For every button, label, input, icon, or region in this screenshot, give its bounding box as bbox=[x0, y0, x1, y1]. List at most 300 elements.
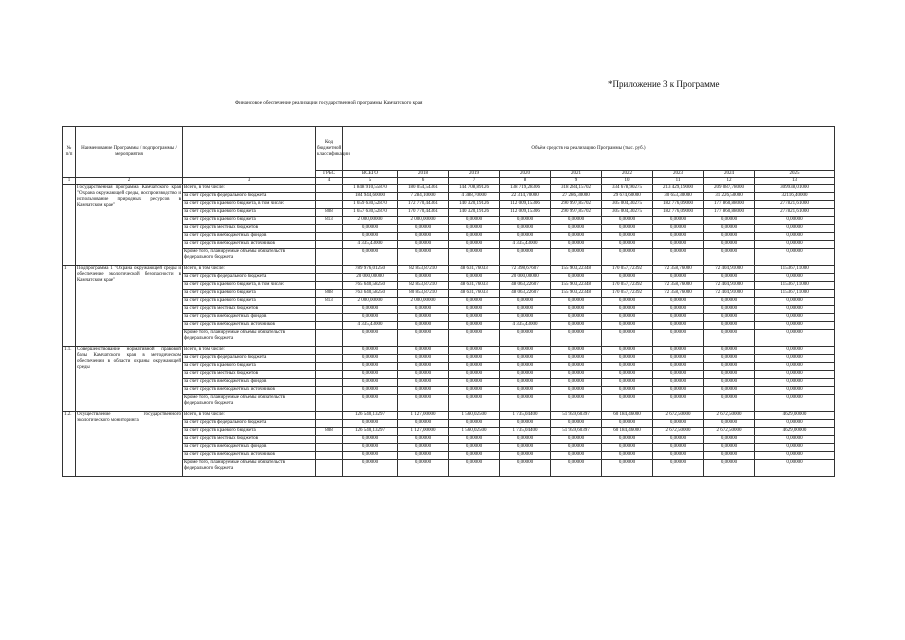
year-value: 0,00000 bbox=[653, 347, 704, 355]
year-value: 0,00000 bbox=[704, 241, 755, 249]
year-value: 0,00000 bbox=[551, 420, 602, 428]
year-value: 0,00000 bbox=[551, 444, 602, 452]
year-value: 0,00000 bbox=[449, 330, 500, 347]
year-value: 0,00000 bbox=[449, 363, 500, 371]
year-value: 0,00000 bbox=[398, 249, 449, 266]
grbs-code bbox=[316, 282, 343, 290]
funding-source: Всего, в том числе: bbox=[183, 266, 316, 274]
appendix-label: *Приложение 3 к Программе bbox=[608, 79, 720, 89]
year-value: 0,00000 bbox=[704, 347, 755, 355]
total-value: 2 000,00000 bbox=[343, 217, 398, 225]
year-value: 334 678,90275 bbox=[602, 185, 653, 193]
year-value: 0,00000 bbox=[704, 395, 755, 412]
funding-source: Кроме того, планируемые объемы обязательств федерального бюджета bbox=[183, 460, 316, 477]
year-value: 0,00000 bbox=[602, 249, 653, 266]
grbs-code bbox=[316, 363, 343, 371]
year-value: 155 903,22348 bbox=[551, 266, 602, 274]
year-value: 1 735,04400 bbox=[500, 428, 551, 436]
year-value: 0,00000 bbox=[602, 387, 653, 395]
year-value: 0,00000 bbox=[500, 355, 551, 363]
year-value: 51 959,60397 bbox=[551, 428, 602, 436]
year-value: 0,00000 bbox=[500, 233, 551, 241]
year-value: 0,00000 bbox=[551, 249, 602, 266]
total-value: 0,00000 bbox=[343, 452, 398, 460]
funding-source: за счет средств местных бюджетов bbox=[183, 306, 316, 314]
year-value: 0,00000 bbox=[704, 436, 755, 444]
row-number: 1.2. bbox=[63, 412, 76, 477]
year-value: 277821,61000 bbox=[755, 201, 835, 209]
year-value: 0,00000 bbox=[398, 436, 449, 444]
grbs-code bbox=[316, 185, 343, 193]
year-value: 82 853,87210 bbox=[398, 282, 449, 290]
column-number: 10 bbox=[602, 178, 653, 185]
year-value: 4629,00000 bbox=[755, 428, 835, 436]
year-value: 0,00000 bbox=[602, 355, 653, 363]
year-value: 0,00000 bbox=[398, 363, 449, 371]
year-value: 0,00000 bbox=[704, 217, 755, 225]
grbs-code: 808 bbox=[316, 209, 343, 217]
year-value: 0,00000 bbox=[602, 298, 653, 306]
year-value: 0,00000 bbox=[449, 460, 500, 477]
column-number: 3 bbox=[183, 178, 316, 185]
grbs-code bbox=[316, 314, 343, 322]
year-value: 0,00000 bbox=[755, 249, 835, 266]
grbs-code bbox=[316, 274, 343, 282]
year-value: 0,00000 bbox=[755, 225, 835, 233]
year-value: 31 226,50000 bbox=[704, 193, 755, 201]
year-value: 30 653,30000 bbox=[653, 193, 704, 201]
year-value: 0,00000 bbox=[704, 233, 755, 241]
grbs-code bbox=[316, 444, 343, 452]
year-value: 0,00000 bbox=[602, 460, 653, 477]
year-value: 0,00000 bbox=[755, 460, 835, 477]
year-value: 0,00000 bbox=[653, 314, 704, 322]
column-number: 9 bbox=[551, 178, 602, 185]
year-value: 0,00000 bbox=[755, 233, 835, 241]
year-value: 0,00000 bbox=[551, 452, 602, 460]
grbs-code bbox=[316, 193, 343, 201]
year-value: 0,00000 bbox=[602, 233, 653, 241]
year-value: 0,00000 bbox=[602, 322, 653, 330]
year-value: 115367,11000 bbox=[755, 290, 835, 298]
year-value: 0,00000 bbox=[755, 322, 835, 330]
funding-source: за счет средств внебюджетных фондов bbox=[183, 233, 316, 241]
year-value: 0,00000 bbox=[602, 225, 653, 233]
year-value: 0,00000 bbox=[755, 363, 835, 371]
year-value: 0,00000 bbox=[704, 363, 755, 371]
grbs-code bbox=[316, 452, 343, 460]
year-value: 2 672,50000 bbox=[704, 428, 755, 436]
total-value: 789 976,01250 bbox=[343, 266, 398, 274]
grbs-code bbox=[316, 241, 343, 249]
column-number: 13 bbox=[755, 178, 835, 185]
year-value: 0,00000 bbox=[449, 306, 500, 314]
total-value: 1 848 910,55870 bbox=[343, 185, 398, 193]
year-value: 0,00000 bbox=[398, 314, 449, 322]
year-value: 140 320,19126 bbox=[449, 209, 500, 217]
year-value: 0,00000 bbox=[755, 452, 835, 460]
year-value: 0,00000 bbox=[653, 420, 704, 428]
year-value: 0,00000 bbox=[653, 444, 704, 452]
year-value: 0,00000 bbox=[653, 322, 704, 330]
year-value: 0,00000 bbox=[398, 379, 449, 387]
year-value: 0,00000 bbox=[755, 274, 835, 282]
year-value: 0,00000 bbox=[704, 379, 755, 387]
grbs-code bbox=[316, 347, 343, 355]
grbs-code bbox=[316, 330, 343, 347]
table-row bbox=[63, 347, 835, 355]
year-value: 0,00000 bbox=[500, 306, 551, 314]
year-value: 0,00000 bbox=[704, 322, 755, 330]
row-number: 1.1. bbox=[63, 347, 76, 412]
year-value: 4629,00000 bbox=[755, 412, 835, 420]
funding-source: за счет средств внебюджетных фондов bbox=[183, 379, 316, 387]
header-year: 2019 bbox=[449, 171, 500, 178]
total-value: 0,00000 bbox=[343, 233, 398, 241]
year-value: 0,00000 bbox=[653, 452, 704, 460]
header-year: 2025 bbox=[755, 171, 835, 178]
year-value: 0,00000 bbox=[398, 233, 449, 241]
year-value: 172 770,44361 bbox=[398, 201, 449, 209]
year-value: 0,00000 bbox=[653, 249, 704, 266]
year-value: 32116,40000 bbox=[755, 193, 835, 201]
funding-source: за счет средств местных бюджетов bbox=[183, 436, 316, 444]
year-value: 277821,61000 bbox=[755, 209, 835, 217]
grbs-code: 813 bbox=[316, 298, 343, 306]
funding-source: Кроме того, планируемые объемы обязательств федерального бюджета bbox=[183, 249, 316, 266]
total-value: 20 000,00000 bbox=[343, 274, 398, 282]
year-value: 2 672,50000 bbox=[653, 412, 704, 420]
grbs-code bbox=[316, 460, 343, 477]
column-number: 7 bbox=[449, 178, 500, 185]
year-value: 0,00000 bbox=[449, 355, 500, 363]
header-year: 2024 bbox=[704, 171, 755, 178]
program-name: Подпрограмма 1 "Охрана окружающей среды и обеспечение экологической безопасности в Камчатском крае" bbox=[76, 266, 183, 347]
year-value: 0,00000 bbox=[653, 460, 704, 477]
year-value: 0,00000 bbox=[398, 460, 449, 477]
total-value: 0,00000 bbox=[343, 395, 398, 412]
header-total: ВСЕГО bbox=[343, 171, 398, 178]
year-value: 72 404,91000 bbox=[704, 266, 755, 274]
year-value: 0,00000 bbox=[449, 371, 500, 379]
year-value: 0,00000 bbox=[602, 347, 653, 355]
year-value: 0,00000 bbox=[653, 233, 704, 241]
year-value: 29 674,60000 bbox=[602, 193, 653, 201]
year-value: 0,00000 bbox=[551, 371, 602, 379]
funding-source: за счет средств краевого бюджета bbox=[183, 363, 316, 371]
year-value: 0,00000 bbox=[449, 249, 500, 266]
year-value: 72 398,67607 bbox=[500, 266, 551, 274]
year-value: 0,00000 bbox=[704, 225, 755, 233]
year-value: 0,00000 bbox=[398, 420, 449, 428]
year-value: 0,00000 bbox=[500, 225, 551, 233]
year-value: 209 087,78000 bbox=[704, 185, 755, 193]
year-value: 0,00000 bbox=[500, 330, 551, 347]
funding-source: Всего, в том числе: bbox=[183, 412, 316, 420]
year-value: 0,00000 bbox=[704, 452, 755, 460]
year-value: 51 959,60397 bbox=[551, 412, 602, 420]
grbs-code bbox=[316, 201, 343, 209]
year-value: 0,00000 bbox=[449, 347, 500, 355]
year-value: 1 735,04400 bbox=[500, 412, 551, 420]
year-value: 0,00000 bbox=[755, 217, 835, 225]
grbs-code: 813 bbox=[316, 217, 343, 225]
year-value: 2 000,00000 bbox=[398, 298, 449, 306]
year-value: 1 560,02500 bbox=[449, 412, 500, 420]
year-value: 0,00000 bbox=[449, 298, 500, 306]
year-value: 2 000,00000 bbox=[398, 217, 449, 225]
year-value: 20 000,00000 bbox=[500, 274, 551, 282]
header-year: 2021 bbox=[551, 171, 602, 178]
year-value: 48 631,76033 bbox=[449, 266, 500, 274]
grbs-code bbox=[316, 420, 343, 428]
year-value: 4 335,43000 bbox=[500, 241, 551, 249]
year-value: 0,00000 bbox=[500, 444, 551, 452]
year-value: 0,00000 bbox=[602, 436, 653, 444]
total-value: 0,00000 bbox=[343, 306, 398, 314]
funding-source: Всего, в том числе: bbox=[183, 185, 316, 193]
year-value: 0,00000 bbox=[398, 395, 449, 412]
table-row bbox=[63, 185, 835, 193]
total-value: 0,00000 bbox=[343, 379, 398, 387]
year-value: 0,00000 bbox=[551, 395, 602, 412]
year-value: 305 004,30275 bbox=[602, 201, 653, 209]
year-value: 0,00000 bbox=[602, 395, 653, 412]
year-value: 0,00000 bbox=[704, 371, 755, 379]
year-value: 112 009,15306 bbox=[500, 201, 551, 209]
year-value: 72 404,91000 bbox=[704, 282, 755, 290]
year-value: 0,00000 bbox=[449, 225, 500, 233]
year-value: 0,00000 bbox=[704, 274, 755, 282]
year-value: 0,00000 bbox=[500, 420, 551, 428]
year-value: 213 429,19000 bbox=[653, 185, 704, 193]
header-year: 2020 bbox=[500, 171, 551, 178]
financing-table bbox=[62, 126, 835, 477]
year-value: 7 284,10000 bbox=[398, 193, 449, 201]
total-value: 0,00000 bbox=[343, 363, 398, 371]
year-value: 4 335,43000 bbox=[500, 322, 551, 330]
total-value: 0,00000 bbox=[343, 330, 398, 347]
year-value: 0,00000 bbox=[551, 436, 602, 444]
year-value: 182 776,09000 bbox=[653, 209, 704, 217]
year-value: 0,00000 bbox=[449, 217, 500, 225]
year-value: 0,00000 bbox=[449, 420, 500, 428]
year-value: 0,00000 bbox=[602, 274, 653, 282]
year-value: 0,00000 bbox=[755, 444, 835, 452]
year-value: 80 853,87210 bbox=[398, 290, 449, 298]
year-value: 22 314,70000 bbox=[500, 193, 551, 201]
year-value: 0,00000 bbox=[653, 241, 704, 249]
year-value: 170 057,72392 bbox=[602, 282, 653, 290]
year-value: 60 184,46000 bbox=[602, 412, 653, 420]
grbs-code bbox=[316, 355, 343, 363]
year-value: 0,00000 bbox=[551, 306, 602, 314]
year-value: 0,00000 bbox=[398, 225, 449, 233]
total-value: 2 000,00000 bbox=[343, 298, 398, 306]
year-value: 0,00000 bbox=[602, 363, 653, 371]
row-number bbox=[63, 185, 76, 266]
column-number: 11 bbox=[653, 178, 704, 185]
year-value: 0,00000 bbox=[500, 460, 551, 477]
grbs-code: 808 bbox=[316, 290, 343, 298]
year-value: 0,00000 bbox=[653, 355, 704, 363]
year-value: 0,00000 bbox=[551, 217, 602, 225]
funding-source: за счет средств краевого бюджета, в том числе: bbox=[183, 201, 316, 209]
funding-source: за счет средств внебюджетных источников bbox=[183, 322, 316, 330]
year-value: 0,00000 bbox=[398, 371, 449, 379]
header-year: 2018 bbox=[398, 171, 449, 178]
grbs-code bbox=[316, 395, 343, 412]
year-value: 0,00000 bbox=[551, 298, 602, 306]
column-number: 8 bbox=[500, 178, 551, 185]
year-value: 0,00000 bbox=[398, 306, 449, 314]
total-value: 765 640,58250 bbox=[343, 282, 398, 290]
year-value: 0,00000 bbox=[449, 444, 500, 452]
year-value: 0,00000 bbox=[551, 274, 602, 282]
column-number-row bbox=[63, 178, 835, 185]
year-value: 0,00000 bbox=[551, 233, 602, 241]
year-value: 0,00000 bbox=[653, 363, 704, 371]
total-value: 763 640,58250 bbox=[343, 290, 398, 298]
year-value: 318 284,15702 bbox=[551, 185, 602, 193]
header-volume: Объём средств на реализацию Программы (тыс. руб.) bbox=[343, 127, 835, 171]
funding-source: за счет средств местных бюджетов bbox=[183, 371, 316, 379]
funding-source: за счет средств внебюджетных источников bbox=[183, 387, 316, 395]
total-value: 0,00000 bbox=[343, 387, 398, 395]
year-value: 0,00000 bbox=[704, 298, 755, 306]
total-value: 0,00000 bbox=[343, 249, 398, 266]
year-value: 115367,11000 bbox=[755, 266, 835, 274]
year-value: 0,00000 bbox=[500, 436, 551, 444]
year-value: 0,00000 bbox=[602, 420, 653, 428]
year-value: 0,00000 bbox=[653, 298, 704, 306]
year-value: 72 358,76000 bbox=[653, 290, 704, 298]
year-value: 0,00000 bbox=[704, 355, 755, 363]
grbs-code bbox=[316, 306, 343, 314]
year-value: 0,00000 bbox=[551, 225, 602, 233]
year-value: 0,00000 bbox=[755, 379, 835, 387]
year-value: 0,00000 bbox=[449, 395, 500, 412]
year-value: 0,00000 bbox=[653, 217, 704, 225]
year-value: 0,00000 bbox=[551, 355, 602, 363]
year-value: 0,00000 bbox=[653, 225, 704, 233]
total-value: 4 335,43000 bbox=[343, 322, 398, 330]
funding-source: за счет средств внебюджетных фондов bbox=[183, 314, 316, 322]
funding-source: за счет средств краевого бюджета bbox=[183, 290, 316, 298]
funding-source: за счет средств краевого бюджета bbox=[183, 428, 316, 436]
funding-source: Кроме того, планируемые объемы обязательств федерального бюджета bbox=[183, 395, 316, 412]
year-value: 0,00000 bbox=[449, 322, 500, 330]
year-value: 0,00000 bbox=[602, 330, 653, 347]
year-value: 112 009,15306 bbox=[500, 209, 551, 217]
year-value: 48 631,76033 bbox=[449, 290, 500, 298]
year-value: 82 853,87210 bbox=[398, 266, 449, 274]
year-value: 0,00000 bbox=[755, 371, 835, 379]
year-value: 0,00000 bbox=[755, 436, 835, 444]
year-value: 0,00000 bbox=[755, 298, 835, 306]
year-value: 0,00000 bbox=[500, 452, 551, 460]
funding-source: за счет средств федерального бюджета bbox=[183, 274, 316, 282]
funding-source: за счет средств краевого бюджета, в том числе: bbox=[183, 282, 316, 290]
year-value: 305 004,30275 bbox=[602, 209, 653, 217]
grbs-code bbox=[316, 371, 343, 379]
year-value: 0,00000 bbox=[398, 355, 449, 363]
column-number: 4 bbox=[316, 178, 343, 185]
year-value: 0,00000 bbox=[653, 306, 704, 314]
year-value: 0,00000 bbox=[449, 452, 500, 460]
grbs-code bbox=[316, 233, 343, 241]
year-value: 0,00000 bbox=[653, 379, 704, 387]
year-value: 0,00000 bbox=[551, 241, 602, 249]
year-value: 0,00000 bbox=[500, 217, 551, 225]
year-value: 0,00000 bbox=[398, 387, 449, 395]
year-value: 72 404,91000 bbox=[704, 290, 755, 298]
year-value: 0,00000 bbox=[653, 395, 704, 412]
funding-source: за счет средств внебюджетных фондов bbox=[183, 444, 316, 452]
funding-source: за счет средств федерального бюджета bbox=[183, 193, 316, 201]
year-value: 60 184,46000 bbox=[602, 428, 653, 436]
total-value: 0,00000 bbox=[343, 314, 398, 322]
header-grbs: ГРБС bbox=[316, 171, 343, 178]
year-value: 0,00000 bbox=[704, 330, 755, 347]
year-value: 138 719,28306 bbox=[500, 185, 551, 193]
year-value: 2 672,50000 bbox=[704, 412, 755, 420]
year-value: 144 708,89126 bbox=[449, 185, 500, 193]
grbs-code bbox=[316, 225, 343, 233]
year-value: 0,00000 bbox=[500, 371, 551, 379]
funding-source: Кроме того, планируемые объемы обязательств федерального бюджета bbox=[183, 330, 316, 347]
year-value: 0,00000 bbox=[551, 347, 602, 355]
year-value: 0,00000 bbox=[602, 306, 653, 314]
year-value: 0,00000 bbox=[449, 314, 500, 322]
year-value: 180 054,54361 bbox=[398, 185, 449, 193]
year-value: 0,00000 bbox=[449, 241, 500, 249]
funding-source: за счет средств федерального бюджета bbox=[183, 355, 316, 363]
year-value: 72 358,76000 bbox=[653, 282, 704, 290]
year-value: 0,00000 bbox=[398, 347, 449, 355]
year-value: 0,00000 bbox=[755, 306, 835, 314]
year-value: 2 672,50000 bbox=[653, 428, 704, 436]
total-value: 0,00000 bbox=[343, 225, 398, 233]
year-value: 170 057,72392 bbox=[602, 290, 653, 298]
program-name: Осуществление государственного экологического мониторинга bbox=[76, 412, 183, 477]
column-number: 2 bbox=[76, 178, 183, 185]
year-value: 0,00000 bbox=[704, 306, 755, 314]
year-value: 309938,01000 bbox=[755, 185, 835, 193]
funding-source: за счет средств федерального бюджета bbox=[183, 420, 316, 428]
year-value: 0,00000 bbox=[551, 314, 602, 322]
year-value: 290 997,85702 bbox=[551, 209, 602, 217]
year-value: 0,00000 bbox=[500, 379, 551, 387]
total-value: 0,00000 bbox=[343, 371, 398, 379]
year-value: 0,00000 bbox=[704, 420, 755, 428]
year-value: 0,00000 bbox=[602, 314, 653, 322]
column-number: 1 bbox=[63, 178, 76, 185]
year-value: 0,00000 bbox=[653, 371, 704, 379]
grbs-code bbox=[316, 412, 343, 420]
year-value: 0,00000 bbox=[500, 347, 551, 355]
year-value: 0,00000 bbox=[653, 387, 704, 395]
year-value: 0,00000 bbox=[551, 379, 602, 387]
header-source bbox=[183, 127, 316, 178]
header-year: 2023 bbox=[653, 171, 704, 178]
year-value: 27 286,30000 bbox=[551, 193, 602, 201]
grbs-code bbox=[316, 249, 343, 266]
year-value: 0,00000 bbox=[755, 347, 835, 355]
total-value: 0,00000 bbox=[343, 460, 398, 477]
funding-source: за счет средств краевого бюджета bbox=[183, 209, 316, 217]
year-value: 115367,11000 bbox=[755, 282, 835, 290]
